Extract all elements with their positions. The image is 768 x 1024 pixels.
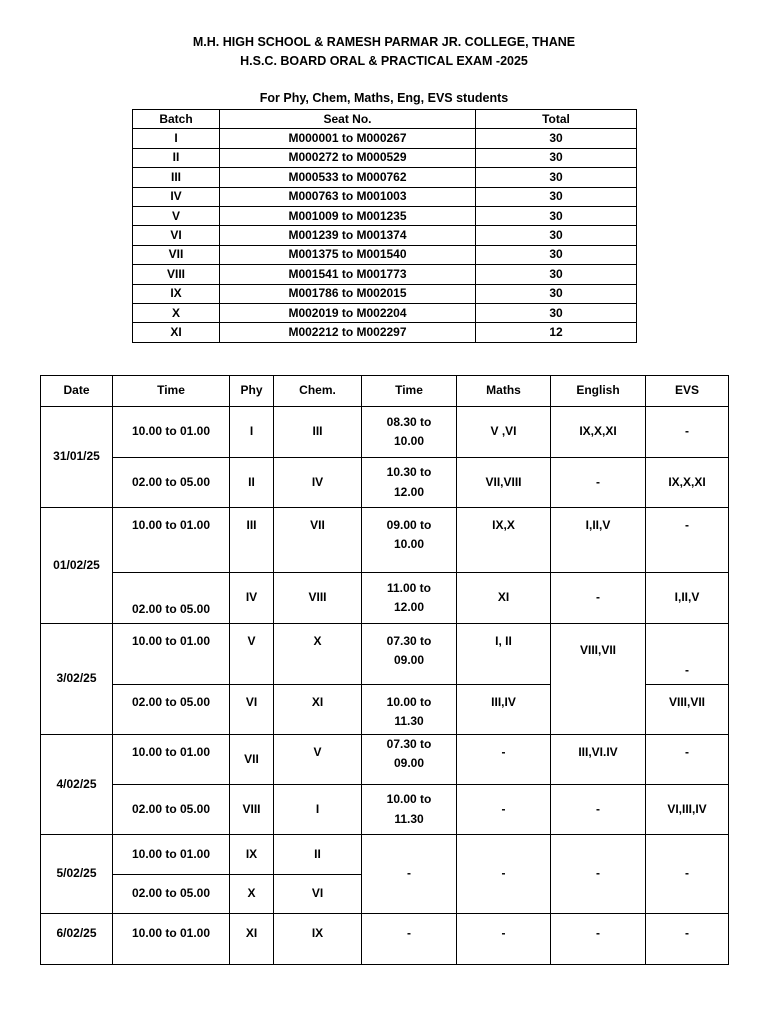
maths-cell: - [457, 835, 551, 914]
evs-cell: - [646, 835, 729, 914]
time2-start: 07.30 to [386, 634, 432, 648]
time2-end: 09.00 [393, 653, 425, 668]
seat-range-cell: M000272 to M000529 [220, 148, 476, 167]
phy-cell: VII [230, 735, 274, 785]
time2-cell [362, 573, 457, 624]
time2-cell [362, 458, 457, 508]
time2-end: 11.30 [394, 811, 424, 826]
time2-start: 11.00 to [386, 580, 432, 595]
phy-cell: I [230, 407, 274, 458]
chem-cell: XI [274, 685, 362, 735]
batch-cell: VIII [133, 265, 220, 284]
time2-cell [362, 508, 457, 573]
time2-start: 08.30 to [386, 414, 432, 429]
schedule-row [41, 914, 729, 965]
batch-body [133, 129, 637, 342]
time2-cell [362, 685, 457, 735]
batch-row [133, 148, 637, 167]
time2-start: 10.00 to [386, 695, 432, 709]
english-cell: - [551, 914, 646, 965]
batch-row [133, 323, 637, 342]
header-cell: Maths [457, 376, 551, 407]
time2-end: 11.30 [394, 714, 424, 729]
english-cell: I,II,V [551, 508, 646, 573]
english-cell: - [551, 458, 646, 508]
time2-start: 07.30 to [386, 737, 432, 751]
schedule-row [41, 624, 729, 685]
time-cell: 02.00 to 05.00 [113, 685, 230, 735]
header-cell: English [551, 376, 646, 407]
batch-row [133, 129, 637, 148]
time2-end: 10.00 [393, 434, 425, 448]
english-cell: - [551, 835, 646, 914]
english-cell: - [551, 785, 646, 835]
batch-cell: II [133, 148, 220, 167]
time2-cell [362, 624, 457, 685]
time2-start: 10.30 to [386, 465, 432, 480]
batch-cell: I [133, 129, 220, 148]
evs-cell: - [646, 407, 729, 458]
date-cell: 3/02/25 [41, 624, 113, 735]
phy-cell: VIII [230, 785, 274, 835]
evs-cell: - [646, 735, 729, 785]
chem-cell: II [274, 835, 362, 875]
chem-cell: IV [274, 458, 362, 508]
total-cell: 30 [476, 148, 637, 167]
batch-cell: X [133, 303, 220, 322]
time2-start: 09.00 to [386, 518, 432, 532]
time2-cell: - [362, 914, 457, 965]
date-cell: 5/02/25 [41, 835, 113, 914]
total-cell: 30 [476, 265, 637, 284]
exam-schedule-table [40, 375, 729, 965]
batch-row [133, 265, 637, 284]
time2-cell [362, 407, 457, 458]
chem-cell: VII [274, 508, 362, 573]
phy-cell: V [230, 624, 274, 685]
batch-cell: XI [133, 323, 220, 342]
time-cell: 10.00 to 01.00 [113, 407, 230, 458]
schedule-row [41, 835, 729, 875]
phy-cell: II [230, 458, 274, 508]
evs-cell: - [646, 914, 729, 965]
seat-range-cell: M000001 to M000267 [220, 129, 476, 148]
chem-cell: VIII [274, 573, 362, 624]
batch-cell: VI [133, 226, 220, 245]
phy-cell: III [230, 508, 274, 573]
date-cell: 6/02/25 [41, 914, 113, 965]
header-cell: Time [113, 376, 230, 407]
total-cell: 30 [476, 187, 637, 206]
evs-cell: IX,X,XI [646, 458, 729, 508]
maths-cell: IX,X [457, 508, 551, 573]
total-cell: 30 [476, 226, 637, 245]
evs-cell: - [646, 624, 729, 685]
batch-row [133, 206, 637, 225]
seat-range-cell: M000763 to M001003 [220, 187, 476, 206]
time2-end: 10.00 [393, 537, 425, 552]
total-cell: 30 [476, 206, 637, 225]
batch-table [132, 109, 637, 343]
batch-row [133, 168, 637, 187]
maths-cell: XI [457, 573, 551, 624]
schedule-row [41, 785, 729, 835]
time-cell: 10.00 to 01.00 [113, 508, 230, 573]
english-cell: - [551, 573, 646, 624]
chem-cell: III [274, 407, 362, 458]
time-cell: 02.00 to 05.00 [113, 785, 230, 835]
evs-cell: VI,III,IV [646, 785, 729, 835]
batch-cell: IV [133, 187, 220, 206]
time2-cell: - [362, 835, 457, 914]
english-cell: VIII,VII [551, 624, 646, 735]
chem-cell: VI [274, 875, 362, 914]
header-cell: Time [362, 376, 457, 407]
time2-end: 09.00 [393, 756, 425, 771]
chem-cell: I [274, 785, 362, 835]
time-cell: 02.00 to 05.00 [113, 573, 230, 624]
batch-row [133, 284, 637, 303]
english-cell: III,VI.IV [551, 735, 646, 785]
chem-cell: IX [274, 914, 362, 965]
date-cell: 31/01/25 [41, 407, 113, 508]
header-cell: Chem. [274, 376, 362, 407]
schedule-row [41, 407, 729, 458]
date-cell: 01/02/25 [41, 508, 113, 624]
batch-row [133, 245, 637, 264]
header-cell: Total [476, 110, 637, 129]
header-cell: Batch [133, 110, 220, 129]
time-cell: 02.00 to 05.00 [113, 875, 230, 914]
maths-cell: - [457, 735, 551, 785]
school-title: M.H. HIGH SCHOOL & RAMESH PARMAR JR. COLLEGE, THANE [192, 35, 576, 49]
seat-range-cell: M001375 to M001540 [220, 245, 476, 264]
time-cell: 02.00 to 05.00 [113, 458, 230, 508]
evs-cell: VIII,VII [646, 685, 729, 735]
time2-start: 10.00 to [386, 792, 432, 807]
schedule-row [41, 573, 729, 624]
time-cell: 10.00 to 01.00 [113, 624, 230, 685]
schedule-row [41, 458, 729, 508]
total-cell: 30 [476, 303, 637, 322]
batch-row [133, 303, 637, 322]
english-cell: IX,X,XI [551, 407, 646, 458]
time2-end: 12.00 [393, 484, 425, 499]
phy-cell: VI [230, 685, 274, 735]
schedule-row [41, 735, 729, 785]
phy-cell: X [230, 875, 274, 914]
total-cell: 30 [476, 168, 637, 187]
batch-cell: VII [133, 245, 220, 264]
total-cell: 30 [476, 245, 637, 264]
batch-row [133, 187, 637, 206]
chem-cell: X [274, 624, 362, 685]
total-cell: 12 [476, 323, 637, 342]
schedule-row [41, 508, 729, 573]
evs-cell: I,II,V [646, 573, 729, 624]
seat-range-cell: M001541 to M001773 [220, 265, 476, 284]
time2-end: 12.00 [393, 600, 425, 614]
phy-cell: IV [230, 573, 274, 624]
maths-cell: III,IV [457, 685, 551, 735]
time-cell: 10.00 to 01.00 [113, 835, 230, 875]
chem-cell: V [274, 735, 362, 785]
header-cell: EVS [646, 376, 729, 407]
total-cell: 30 [476, 129, 637, 148]
evs-cell: - [646, 508, 729, 573]
total-cell: 30 [476, 284, 637, 303]
time2-cell [362, 735, 457, 785]
seat-range-cell: M002019 to M002204 [220, 303, 476, 322]
batch-cell: IX [133, 284, 220, 303]
batch-cell: III [133, 168, 220, 187]
seat-range-cell: M002212 to M002297 [220, 323, 476, 342]
seat-range-cell: M000533 to M000762 [220, 168, 476, 187]
phy-cell: IX [230, 835, 274, 875]
header-cell: Date [41, 376, 113, 407]
phy-cell: XI [230, 914, 274, 965]
seat-range-cell: M001786 to M002015 [220, 284, 476, 303]
seat-range-cell: M001239 to M001374 [220, 226, 476, 245]
time2-cell [362, 785, 457, 835]
batch-header-row [133, 110, 637, 129]
maths-cell: - [457, 914, 551, 965]
header-cell: Seat No. [220, 110, 476, 129]
seat-range-cell: M001009 to M001235 [220, 206, 476, 225]
time-cell: 10.00 to 01.00 [113, 914, 230, 965]
time-cell: 10.00 to 01.00 [113, 735, 230, 785]
batch-cell: V [133, 206, 220, 225]
schedule-header-row [41, 376, 729, 407]
date-cell: 4/02/25 [41, 735, 113, 835]
maths-cell: - [457, 785, 551, 835]
maths-cell: V ,VI [457, 407, 551, 458]
exam-title: H.S.C. BOARD ORAL & PRACTICAL EXAM -2025 [240, 54, 528, 68]
batch-subtitle: For Phy, Chem, Maths, Eng, EVS students [259, 91, 509, 105]
batch-row [133, 226, 637, 245]
maths-cell: VII,VIII [457, 458, 551, 508]
maths-cell: I, II [457, 624, 551, 685]
header-cell: Phy [230, 376, 274, 407]
